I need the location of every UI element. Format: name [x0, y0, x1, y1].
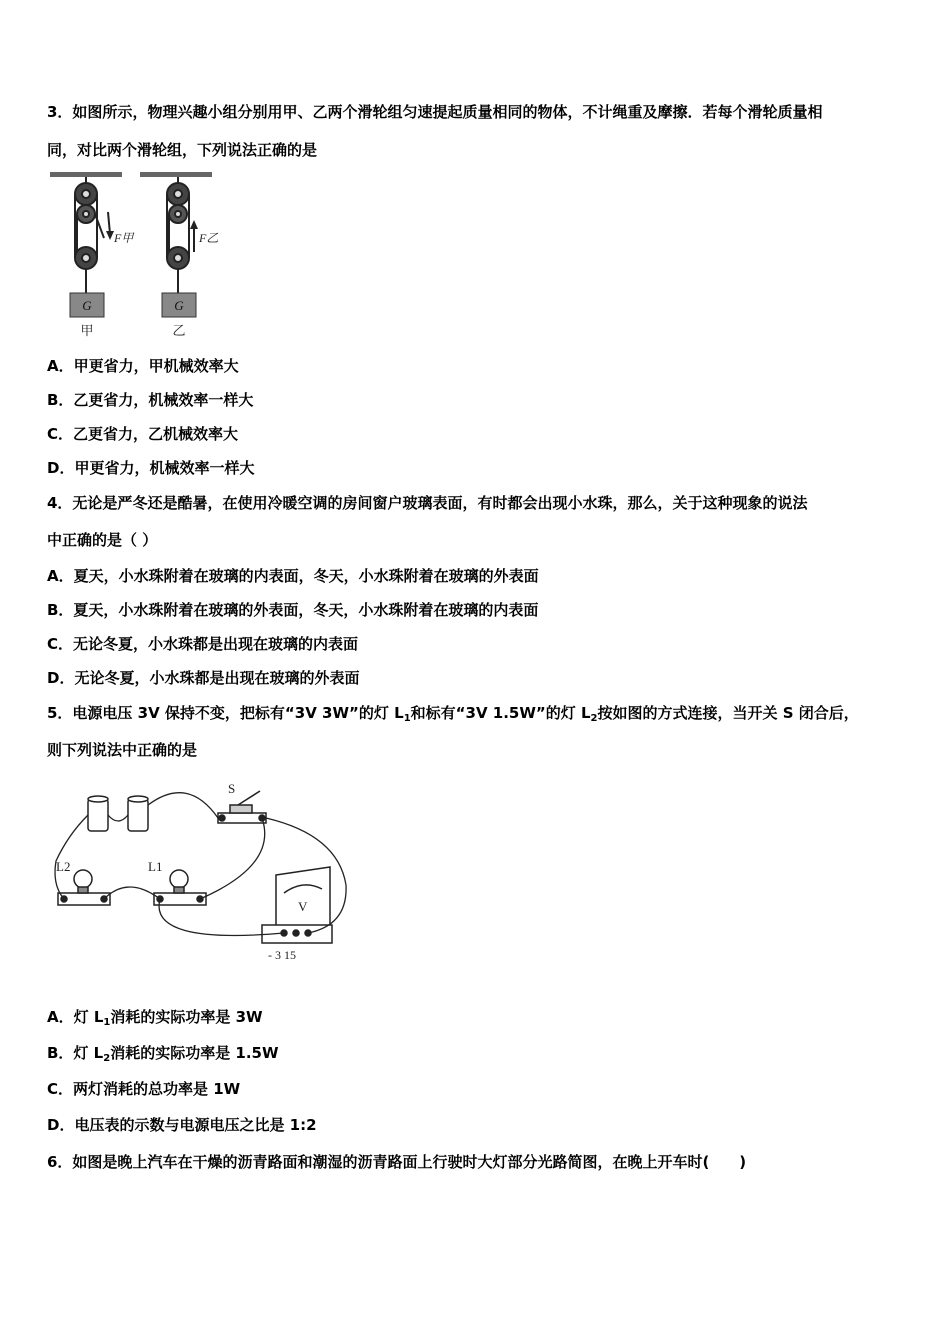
meter-terminals: - 3 15	[268, 948, 296, 962]
q4-option-c[interactable]: C．无论冬夏，小水珠都是出现在玻璃的内表面	[47, 635, 359, 653]
lamp-l1	[154, 870, 206, 905]
switch-label: S	[228, 781, 236, 796]
q5-circuit-figure	[48, 775, 358, 970]
weight-label-jia: G	[82, 298, 92, 313]
q3-option-a[interactable]: A．甲更省力，甲机械效率大	[47, 357, 239, 375]
pulley-group-yi	[167, 177, 189, 293]
q3-option-d[interactable]: D．甲更省力，机械效率一样大	[47, 459, 255, 477]
force-arrow-jia	[108, 212, 110, 234]
q3-option-b[interactable]: B．乙更省力，机械效率一样大	[47, 391, 254, 409]
force-label-jia: F甲	[114, 231, 134, 245]
q4-option-b[interactable]: B．夏天，小水珠附着在玻璃的外表面，冬天，小水珠附着在玻璃的内表面	[47, 601, 539, 619]
lamp1-label: L1	[148, 859, 163, 874]
q6-stem-line1: 6．如图是晚上汽车在干燥的沥青路面和潮湿的沥青路面上行驶时大灯部分光路简图，在晚上开车时( )	[47, 1153, 747, 1171]
force-label-yi: F乙	[199, 231, 219, 245]
label-jia: 甲	[80, 324, 94, 339]
q4-option-d[interactable]: D．无论冬夏，小水珠都是出现在玻璃的外表面	[47, 669, 360, 687]
ceiling-right	[140, 172, 212, 177]
meter-letter: V	[298, 899, 308, 914]
lamp2-label: L2	[56, 859, 71, 874]
q3-stem-line2: 同，对比两个滑轮组，下列说法正确的是	[47, 141, 318, 159]
q5-stem-line2: 则下列说法中正确的是	[47, 741, 198, 759]
voltmeter	[262, 867, 332, 943]
battery-2	[128, 796, 148, 831]
q5-stem-line1: 5．电源电压 3V 保持不变，把标有“3V 3W”的灯 $L_1$和标有“3V 1.5W”的灯 $L_2$按如图的方式连接，当开关 S 闭合后，	[47, 704, 859, 724]
lamp-l2	[58, 870, 110, 905]
q4-stem-line2: 中正确的是（ ）	[47, 531, 158, 549]
q5-option-d[interactable]: D．电压表的示数与电源电压之比是 1:2	[47, 1116, 317, 1134]
pulley-group-jia	[75, 177, 104, 293]
weight-label-yi: G	[174, 298, 184, 313]
q5-option-c[interactable]: C．两灯消耗的总功率是 1W	[47, 1080, 241, 1098]
label-yi: 乙	[172, 324, 186, 339]
switch	[218, 791, 266, 823]
q3-stem-line1: 3．如图所示，物理兴趣小组分别用甲、乙两个滑轮组匀速提起质量相同的物体，不计绳重及摩擦．若每个滑轮质量相	[47, 103, 823, 121]
q5-option-b[interactable]: B．灯 $L_2$消耗的实际功率是 1.5W	[47, 1044, 279, 1064]
q3-pulley-figure	[48, 168, 228, 340]
q3-option-c[interactable]: C．乙更省力，乙机械效率大	[47, 425, 239, 443]
q4-stem-line1: 4．无论是严冬还是酷暑，在使用冷暖空调的房间窗户玻璃表面，有时都会出现小水珠，那么，关于这种现象的说法	[47, 494, 808, 512]
q5-option-a[interactable]: A．灯 $L_1$消耗的实际功率是 3W	[47, 1008, 263, 1028]
q4-option-a[interactable]: A．夏天，小水珠附着在玻璃的内表面，冬天，小水珠附着在玻璃的外表面	[47, 567, 539, 585]
battery-1	[88, 796, 108, 831]
ceiling-left	[50, 172, 122, 177]
